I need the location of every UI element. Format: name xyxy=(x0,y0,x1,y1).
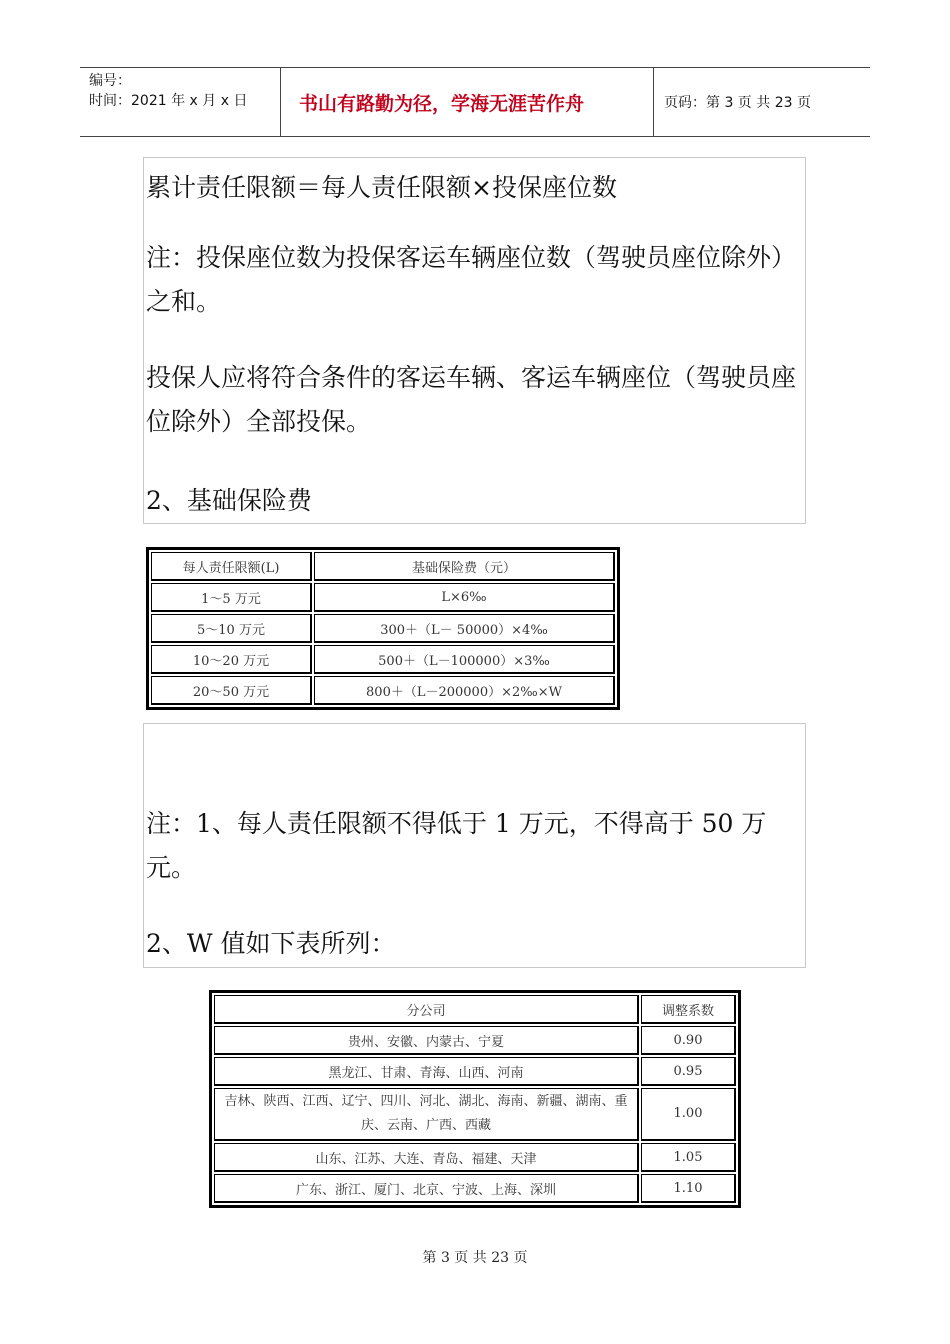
table-cell: 300＋（L－ 50000）×4‰ xyxy=(314,614,615,643)
table-header-row xyxy=(214,995,736,1024)
table-cell: 5～10 万元 xyxy=(151,614,312,643)
header-slogan: 书山有路勤为径，学海无涯苦作舟 xyxy=(281,68,654,136)
document-time-label: 时间：2021 年 x 月 x 日 xyxy=(89,93,248,109)
document-number-label: 编号： xyxy=(89,73,131,89)
liability-formula: 累计责任限额＝每人责任限额×投保座位数 xyxy=(146,173,617,202)
table-row xyxy=(214,1088,736,1141)
table-cell: 1～5 万元 xyxy=(151,583,312,612)
column-header: 调整系数 xyxy=(641,995,736,1024)
table-cell: 0.95 xyxy=(641,1057,736,1086)
table-cell: 20～50 万元 xyxy=(151,676,312,705)
table-cell: 山东、江苏、大连、青岛、福建、天津 xyxy=(214,1143,639,1172)
column-header: 基础保险费（元） xyxy=(314,552,615,581)
liability-limit-note: 注：1、每人责任限额不得低于 1 万元，不得高于 50 万元。 xyxy=(146,809,767,882)
page-header xyxy=(80,67,870,137)
table-cell: L×6‰ xyxy=(314,583,615,612)
text-box-liability xyxy=(143,157,806,524)
table-cell: 黑龙江、甘肃、青海、山西、河南 xyxy=(214,1057,639,1086)
text-box-notes xyxy=(143,723,806,968)
table-cell: 0.90 xyxy=(641,1026,736,1055)
header-page-label: 页码：第 3 页 共 23 页 xyxy=(664,95,811,111)
table-cell: 1.00 xyxy=(641,1088,736,1141)
table-row xyxy=(151,614,615,643)
table-row xyxy=(214,1143,736,1172)
w-value-table xyxy=(209,990,741,1208)
table-header-row xyxy=(151,552,615,581)
w-value-intro: 2、W 值如下表所列： xyxy=(146,929,396,958)
table-cell: 1.10 xyxy=(641,1174,736,1203)
page-footer: 第 3 页 共 23 页 xyxy=(422,1250,528,1266)
table-row xyxy=(214,1026,736,1055)
table-cell: 广东、浙江、厦门、北京、宁波、上海、深圳 xyxy=(214,1174,639,1203)
insure-all-requirement: 投保人应将符合条件的客运车辆、客运车辆座位（驾驶员座位除外）全部投保。 xyxy=(146,363,797,436)
header-meta xyxy=(80,68,281,136)
table-cell: 500＋（L－100000）×3‰ xyxy=(314,645,615,674)
seat-count-note: 注：投保座位数为投保客运车辆座位数（驾驶员座位除外）之和。 xyxy=(146,243,797,316)
column-header: 每人责任限额(L) xyxy=(151,552,312,581)
table-cell: 贵州、安徽、内蒙古、宁夏 xyxy=(214,1026,639,1055)
column-header: 分公司 xyxy=(214,995,639,1024)
table-cell: 800＋（L－200000）×2‰×W xyxy=(314,676,615,705)
table-cell: 吉林、陕西、江西、辽宁、四川、河北、湖北、海南、新疆、湖南、重庆、云南、广西、西藏 xyxy=(214,1088,639,1141)
table-row xyxy=(151,583,615,612)
table-cell: 10～20 万元 xyxy=(151,645,312,674)
table-row xyxy=(214,1174,736,1203)
table-row xyxy=(151,645,615,674)
base-premium-table xyxy=(146,547,620,710)
table-row xyxy=(214,1057,736,1086)
table-cell: 1.05 xyxy=(641,1143,736,1172)
section-heading-base-premium: 2、基础保险费 xyxy=(146,486,312,515)
table-row xyxy=(151,676,615,705)
